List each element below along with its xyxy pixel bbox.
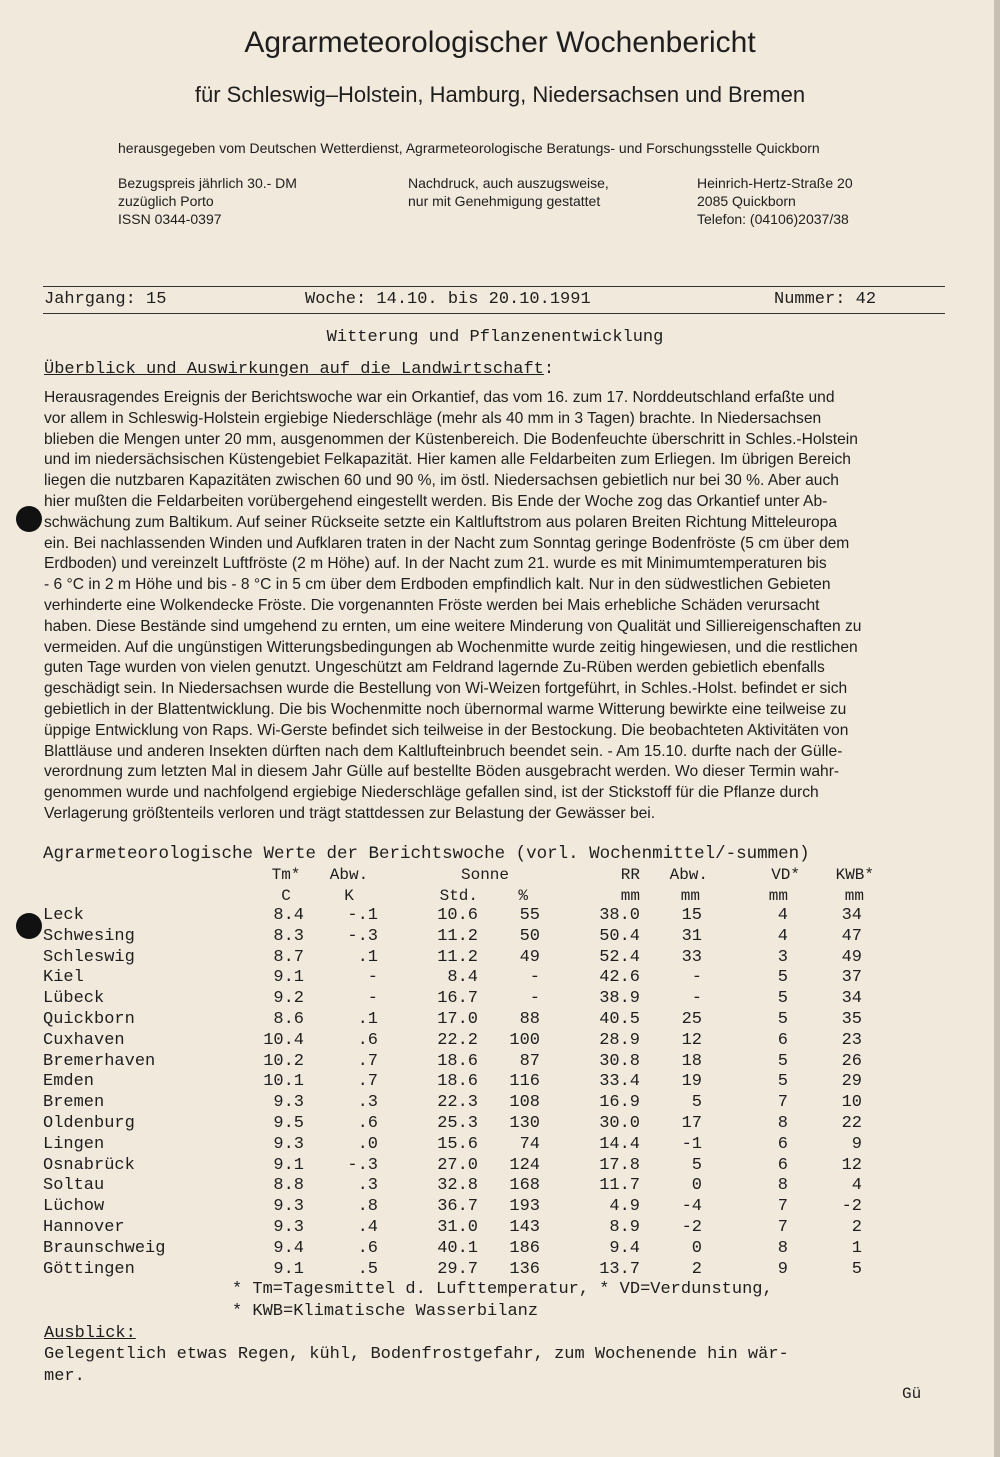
cell-tm: 9.3: [273, 1197, 304, 1217]
divider-bottom: [43, 313, 945, 314]
overview-text: [44, 388, 959, 825]
table-title: Agrarmeteorologische Werte der Berichtswoche (vorl. Wochenmittel/-summen): [43, 844, 810, 864]
cell-abw-temp: .0: [357, 1134, 378, 1154]
table-row: [0, 1239, 1000, 1259]
punch-hole: [16, 913, 42, 939]
overview-line: genommen wurde und nachfolgend ergiebige Niederschläge gefallen sind, ist der Stickstoff für die Pflanze durch: [44, 784, 819, 802]
unit-vd: mm: [768, 887, 788, 905]
cell-abw-temp: .7: [357, 1072, 378, 1092]
outlook-text: [44, 1344, 959, 1388]
cell-station: Schleswig: [43, 947, 135, 967]
cell-abw-temp: .5: [357, 1259, 378, 1279]
cell-vd: 7: [777, 1197, 788, 1217]
volume-label: Jahrgang: 15: [44, 290, 167, 309]
cell-station: Bremerhaven: [43, 1051, 156, 1071]
cell-abw-rr: 19: [681, 1072, 702, 1092]
cell-station: Oldenburg: [43, 1114, 135, 1133]
cell-tm: 10.1: [263, 1072, 304, 1092]
overview-line: liegen die nutzbaren Kapazitäten zwischen 60 und 90 %, im östl. Niedersachsen gebietlich nur bei 30 %. Aber auch: [44, 472, 839, 490]
cell-station: Lüchow: [43, 1197, 105, 1217]
section-title: Witterung und Pflanzenentwicklung: [326, 328, 664, 347]
cell-sonne-pct: 49: [519, 947, 540, 967]
cell-sonne-pct: 100: [509, 1030, 540, 1050]
publisher-line: herausgegeben vom Deutschen Wetterdienst, Agrarmeteorologische Beratungs- und Forschungsstelle Quickborn: [118, 140, 820, 156]
cell-abw-temp: .8: [357, 1197, 378, 1217]
table-row: [0, 1135, 1000, 1155]
cell-abw-rr: 0: [691, 1238, 702, 1258]
outlook-line: Gelegentlich etwas Regen, kühl, Bodenfrostgefahr, zum Wochenende hin wär-: [44, 1345, 789, 1364]
cell-rr: 38.9: [599, 989, 640, 1009]
info-right: [697, 174, 853, 228]
cell-station: Braunschweig: [43, 1238, 166, 1258]
cell-sonne-std: 11.2: [437, 947, 478, 967]
cell-rr: 9.4: [609, 1238, 640, 1258]
cell-rr: 42.6: [599, 968, 640, 988]
cell-tm: 9.4: [273, 1238, 304, 1258]
cell-tm: 8.3: [273, 926, 304, 946]
col-header-vd: VD*: [771, 866, 800, 884]
cell-sonne-std: 10.6: [437, 906, 478, 925]
cell-tm: 8.6: [273, 1010, 304, 1029]
overview-heading-text: Überblick und Auswirkungen auf die Landwirtschaft: [44, 360, 544, 379]
cell-sonne-std: 16.7: [437, 989, 478, 1009]
footnote-1: * Tm=Tagesmittel d. Lufttemperatur, * VD=Verdunstung,: [232, 1280, 773, 1299]
cell-abw-temp: -: [367, 968, 378, 988]
cell-kwb: 49: [841, 947, 862, 967]
cell-kwb: 26: [841, 1051, 862, 1071]
table-row: [0, 1052, 1000, 1072]
cell-sonne-pct: 124: [509, 1155, 540, 1175]
cell-tm: 8.7: [273, 947, 304, 967]
table-row: [0, 1197, 1000, 1217]
cell-vd: 6: [777, 1134, 788, 1154]
cell-rr: 17.8: [599, 1155, 640, 1175]
cell-sonne-std: 29.7: [437, 1259, 478, 1279]
cell-abw-temp: .3: [357, 1176, 378, 1196]
cell-rr: 28.9: [599, 1030, 640, 1050]
cell-vd: 3: [777, 947, 788, 967]
overview-line: ein. Bei nachlassenden Winden und Aufklaren traten in der Nacht zum Sonntag geringe Bodenfröste (5 cm über dem: [44, 534, 850, 552]
table-row: [0, 1156, 1000, 1176]
overview-line: schwächung zum Baltikum. Auf seiner Rückseite setzte ein Kaltluftstrom aus polaren Breiten Richtung Mitteleuropa: [44, 513, 838, 531]
cell-kwb: 34: [841, 906, 862, 925]
cell-abw-temp: -.3: [347, 926, 378, 946]
footnote-2: * KWB=Klimatische Wasserbilanz: [232, 1302, 539, 1321]
table-row: [0, 948, 1000, 968]
cell-abw-rr: 17: [681, 1114, 702, 1133]
cell-sonne-pct: 108: [509, 1093, 540, 1113]
cell-kwb: 12: [841, 1155, 862, 1175]
table-row: [0, 1114, 1000, 1134]
cell-sonne-std: 18.6: [437, 1051, 478, 1071]
cell-station: Lübeck: [43, 989, 105, 1009]
overview-line: Verlagerung größtenteils verloren und trägt stattdessen zur Belastung der Gewässer bei.: [44, 804, 656, 822]
cell-abw-temp: .4: [357, 1218, 378, 1237]
cell-tm: 10.4: [263, 1030, 304, 1050]
outlook-line: mer.: [44, 1367, 85, 1386]
cell-vd: 7: [777, 1093, 788, 1113]
overview-line: haben. Diese Bestände sind umgehend zu ernten, um eine weitere Minderung von Qualität und Silliereigenschaften zu: [44, 617, 862, 635]
cell-vd: 8: [777, 1238, 788, 1258]
cell-sonne-std: 27.0: [437, 1155, 478, 1175]
cell-vd: 7: [777, 1218, 788, 1237]
outlook-heading: Ausblick:: [44, 1324, 136, 1343]
col-header-kwb: KWB*: [835, 866, 874, 884]
cell-abw-rr: 25: [681, 1010, 702, 1029]
cell-tm: 9.3: [273, 1218, 304, 1237]
cell-tm: 9.1: [273, 1259, 304, 1279]
cell-tm: 10.2: [263, 1051, 304, 1071]
table-row: [0, 1031, 1000, 1051]
cell-sonne-std: 25.3: [437, 1114, 478, 1133]
info-left-line: Bezugspreis jährlich 30.- DM: [118, 175, 297, 191]
cell-sonne-pct: 168: [509, 1176, 540, 1196]
cell-tm: 8.8: [273, 1176, 304, 1196]
unit-kwb: mm: [844, 887, 864, 905]
cell-tm: 9.1: [273, 968, 304, 988]
cell-kwb: 35: [841, 1010, 862, 1029]
col-header-sonne: Sonne: [460, 866, 509, 884]
cell-sonne-pct: -: [529, 968, 540, 988]
table-row: [0, 906, 1000, 926]
cell-abw-temp: .6: [357, 1238, 378, 1258]
table-row: [0, 968, 1000, 988]
unit-abw-rr: mm: [680, 887, 700, 905]
overview-line: Blattläuse und anderen Insekten dürften nach dem Kaltlufteinbruch beendet sein. - Am 15.10. durfte nach der Gülle-: [44, 742, 843, 760]
overview-line: hier mußten die Feldarbeiten vorübergehend eingestellt werden. Bis Ende der Woche zog das Orkantief unter Ab-: [44, 492, 828, 510]
cell-abw-rr: 2: [691, 1259, 702, 1279]
cell-sonne-std: 11.2: [437, 926, 478, 946]
cell-tm: 9.1: [273, 1155, 304, 1175]
cell-abw-rr: 5: [691, 1155, 702, 1175]
cell-vd: 5: [777, 989, 788, 1009]
cell-sonne-pct: 186: [509, 1238, 540, 1258]
overview-line: Herausragendes Ereignis der Berichtswoche war ein Orkantief, das vom 16. zum 17. Norddeutschland erfaßte und: [44, 389, 835, 406]
cell-rr: 8.9: [609, 1218, 640, 1237]
table-row: [0, 1260, 1000, 1280]
overview-line: blieben die Mengen unter 20 mm, ausgenommen der Küstenbereich. Die Bodenfeuchte überschritt in Schles.-Holstein: [44, 430, 858, 448]
cell-vd: 5: [777, 1010, 788, 1029]
cell-abw-rr: 12: [681, 1030, 702, 1050]
info-left-line: zuzüglich Porto: [118, 193, 214, 209]
cell-kwb: 5: [851, 1259, 862, 1279]
cell-rr: 4.9: [609, 1197, 640, 1217]
info-center-line: nur mit Genehmigung gestattet: [408, 193, 601, 209]
cell-sonne-pct: 74: [519, 1134, 540, 1154]
cell-abw-temp: .1: [357, 1010, 378, 1029]
cell-sonne-pct: 55: [519, 906, 540, 925]
cell-tm: 9.3: [273, 1093, 304, 1113]
info-right-line: Telefon: (04106)2037/38: [697, 211, 849, 227]
week-label: Woche: 14.10. bis 20.10.1991: [305, 290, 591, 309]
overview-line: verordnung zum letzten Mal in diesem Jahr Gülle auf bestellte Böden ausgebracht werden. Wo dieser Termin wahr-: [44, 763, 840, 781]
cell-station: Soltau: [43, 1176, 105, 1196]
cell-sonne-std: 15.6: [437, 1134, 478, 1154]
cell-rr: 52.4: [599, 947, 640, 967]
cell-station: Hannover: [43, 1218, 125, 1237]
overview-line: verhinderte eine Wolkendecke Fröste. Die vorgenannten Fröste werden bei Mais erhebliche Schäden verursacht: [44, 596, 820, 614]
cell-sonne-std: 36.7: [437, 1197, 478, 1217]
cell-vd: 5: [777, 968, 788, 988]
cell-kwb: 22: [841, 1114, 862, 1133]
cell-abw-temp: -.3: [347, 1155, 378, 1175]
cell-sonne-std: 18.6: [437, 1072, 478, 1092]
page-subtitle: für Schleswig–Holstein, Hamburg, Niedersachsen und Bremen: [194, 82, 806, 107]
cell-kwb: 10: [841, 1093, 862, 1113]
overview-line: geschädigt sein. In Niedersachsen wurde die Bestellung von Wi-Weizen fortgeführt, in Schles.-Holst. befindet er sich: [44, 680, 848, 698]
punch-hole: [16, 506, 42, 532]
cell-abw-rr: -: [691, 989, 702, 1009]
overview-line: üppige Entwicklung von Raps. Wi-Gerste befindet sich teilweise in der Bestockung. Die beobachteten Aktivitäten von: [44, 721, 849, 739]
cell-vd: 9: [777, 1259, 788, 1279]
cell-station: Schwesing: [43, 926, 135, 946]
overview-line: guten Tage wurden von vielen genutzt. Ungeschützt am Feldrand lagernde Zu-Rüben werden gebietlich ebenfalls: [44, 659, 825, 677]
info-left-line: ISSN 0344-0397: [118, 211, 222, 227]
overview-line: gebietlich in der Blattentwicklung. Die bis Wochenmitte noch übernormal warme Witterung bewirkte eine teilweise zu: [44, 700, 847, 718]
cell-abw-rr: -2: [681, 1218, 702, 1237]
author-initials: Gü: [902, 1385, 922, 1403]
cell-tm: 9.3: [273, 1134, 304, 1154]
cell-abw-rr: 18: [681, 1051, 702, 1071]
cell-station: Cuxhaven: [43, 1030, 125, 1050]
cell-sonne-pct: 136: [509, 1259, 540, 1279]
info-right-line: Heinrich-Hertz-Straße 20: [697, 175, 853, 191]
cell-sonne-pct: 116: [509, 1072, 540, 1092]
cell-rr: 14.4: [599, 1134, 640, 1154]
col-header-abw-rr: Abw.: [669, 866, 708, 884]
overview-line: - 6 °C in 2 m Höhe und bis - 8 °C in 5 cm über dem Erdboden empfindlich kalt. Nur in den südwestlichen Gebieten: [44, 576, 831, 594]
cell-rr: 30.8: [599, 1051, 640, 1071]
cell-vd: 4: [777, 906, 788, 925]
cell-vd: 6: [777, 1155, 788, 1175]
col-header-rr: RR: [620, 866, 640, 884]
cell-station: Kiel: [43, 968, 84, 988]
cell-abw-temp: .6: [357, 1114, 378, 1133]
info-left: [118, 174, 297, 228]
cell-abw-rr: 0: [691, 1176, 702, 1196]
cell-kwb: 4: [851, 1176, 862, 1196]
overview-line: vor allem in Schleswig-Holstein ergiebige Niederschläge (mehr als 40 mm in 3 Tagen) brachte. In Niedersachsen: [44, 409, 822, 427]
cell-station: Osnabrück: [43, 1155, 135, 1175]
cell-kwb: 47: [841, 926, 862, 946]
cell-abw-rr: -: [691, 968, 702, 988]
cell-abw-rr: 31: [681, 926, 702, 946]
cell-kwb: 29: [841, 1072, 862, 1092]
cell-kwb: 2: [851, 1218, 862, 1237]
cell-abw-rr: -4: [681, 1197, 702, 1217]
cell-kwb: 9: [851, 1134, 862, 1154]
cell-sonne-std: 32.8: [437, 1176, 478, 1196]
cell-vd: 8: [777, 1114, 788, 1133]
cell-sonne-pct: 130: [509, 1114, 540, 1133]
info-center: [408, 174, 609, 210]
cell-station: Quickborn: [43, 1010, 135, 1029]
number-label: Nummer: 42: [774, 290, 877, 309]
cell-station: Bremen: [43, 1093, 105, 1113]
cell-abw-temp: -: [367, 989, 378, 1009]
cell-rr: 33.4: [599, 1072, 640, 1092]
cell-vd: 4: [777, 926, 788, 946]
table-row: [0, 1093, 1000, 1113]
table-row: [0, 1010, 1000, 1030]
cell-sonne-pct: 50: [519, 926, 540, 946]
cell-station: Lingen: [43, 1134, 105, 1154]
divider-top: [43, 286, 945, 287]
table-row: [0, 1218, 1000, 1238]
table-row: [0, 927, 1000, 947]
cell-sonne-std: 8.4: [447, 968, 478, 988]
cell-station: Emden: [43, 1072, 95, 1092]
cell-station: Leck: [43, 906, 84, 925]
cell-kwb: 23: [841, 1030, 862, 1050]
table-row: [0, 989, 1000, 1009]
col-header-abw-temp: Abw.: [329, 866, 369, 884]
cell-sonne-pct: -: [529, 989, 540, 1009]
cell-abw-rr: 33: [681, 947, 702, 967]
unit-abw-temp: K: [344, 887, 354, 905]
cell-abw-rr: 15: [681, 906, 702, 925]
cell-kwb: 1: [851, 1238, 862, 1258]
cell-tm: 8.4: [273, 906, 304, 925]
cell-abw-temp: .7: [357, 1051, 378, 1071]
cell-abw-rr: -1: [681, 1134, 702, 1154]
cell-rr: 30.0: [599, 1114, 640, 1133]
cell-rr: 11.7: [599, 1176, 640, 1196]
overview-heading: Überblick und Auswirkungen auf die Landwirtschaft:: [44, 360, 555, 379]
page-title: Agrarmeteorologischer Wochenbericht: [244, 26, 756, 59]
cell-vd: 5: [777, 1072, 788, 1092]
cell-abw-temp: -.1: [347, 906, 378, 925]
cell-vd: 6: [777, 1030, 788, 1050]
cell-rr: 16.9: [599, 1093, 640, 1113]
table-row: [0, 1176, 1000, 1196]
cell-abw-rr: 5: [691, 1093, 702, 1113]
cell-abw-temp: .6: [357, 1030, 378, 1050]
cell-vd: 5: [777, 1051, 788, 1071]
cell-kwb: -2: [841, 1197, 862, 1217]
cell-rr: 40.5: [599, 1010, 640, 1029]
cell-kwb: 37: [841, 968, 862, 988]
cell-sonne-std: 22.2: [437, 1030, 478, 1050]
overview-line: Erdboden) und vereinzelt Luftfröste (2 m Höhe) auf. In der Nacht zum 21. wurde es mit Minimumtemperaturen bis: [44, 555, 827, 573]
cell-sonne-std: 40.1: [437, 1238, 478, 1258]
col-header-tm: Tm*: [271, 866, 301, 884]
cell-sonne-std: 22.3: [437, 1093, 478, 1113]
unit-rr: mm: [620, 887, 640, 905]
cell-abw-temp: .3: [357, 1093, 378, 1113]
cell-rr: 38.0: [599, 906, 640, 925]
cell-sonne-std: 31.0: [437, 1218, 478, 1237]
overview-line: vermeiden. Auf die ungünstigen Witterungsbedingungen ab Wochenmitte wurde zeitig hingewiesen, und die restlichen: [44, 638, 858, 656]
table-row: [0, 1072, 1000, 1092]
cell-sonne-pct: 143: [509, 1218, 540, 1237]
info-right-line: 2085 Quickborn: [697, 193, 796, 209]
cell-vd: 8: [777, 1176, 788, 1196]
cell-sonne-std: 17.0: [437, 1010, 478, 1029]
unit-pct: %: [518, 887, 528, 905]
unit-std: Std.: [439, 887, 478, 905]
cell-station: Göttingen: [43, 1259, 135, 1279]
unit-tm: C: [281, 887, 291, 905]
cell-sonne-pct: 193: [509, 1197, 540, 1217]
cell-kwb: 34: [841, 989, 862, 1009]
cell-rr: 13.7: [599, 1259, 640, 1279]
cell-rr: 50.4: [599, 926, 640, 946]
overview-line: und im niedersächsischen Küstengebiet Felkapazität. Hier kamen alle Feldarbeiten zum Erliegen. Im übrigen Bereich: [44, 451, 851, 469]
cell-tm: 9.5: [273, 1114, 304, 1133]
cell-tm: 9.2: [273, 989, 304, 1009]
info-center-line: Nachdruck, auch auszugsweise,: [408, 175, 609, 191]
cell-sonne-pct: 87: [519, 1051, 540, 1071]
cell-sonne-pct: 88: [519, 1010, 540, 1029]
cell-abw-temp: .1: [357, 947, 378, 967]
